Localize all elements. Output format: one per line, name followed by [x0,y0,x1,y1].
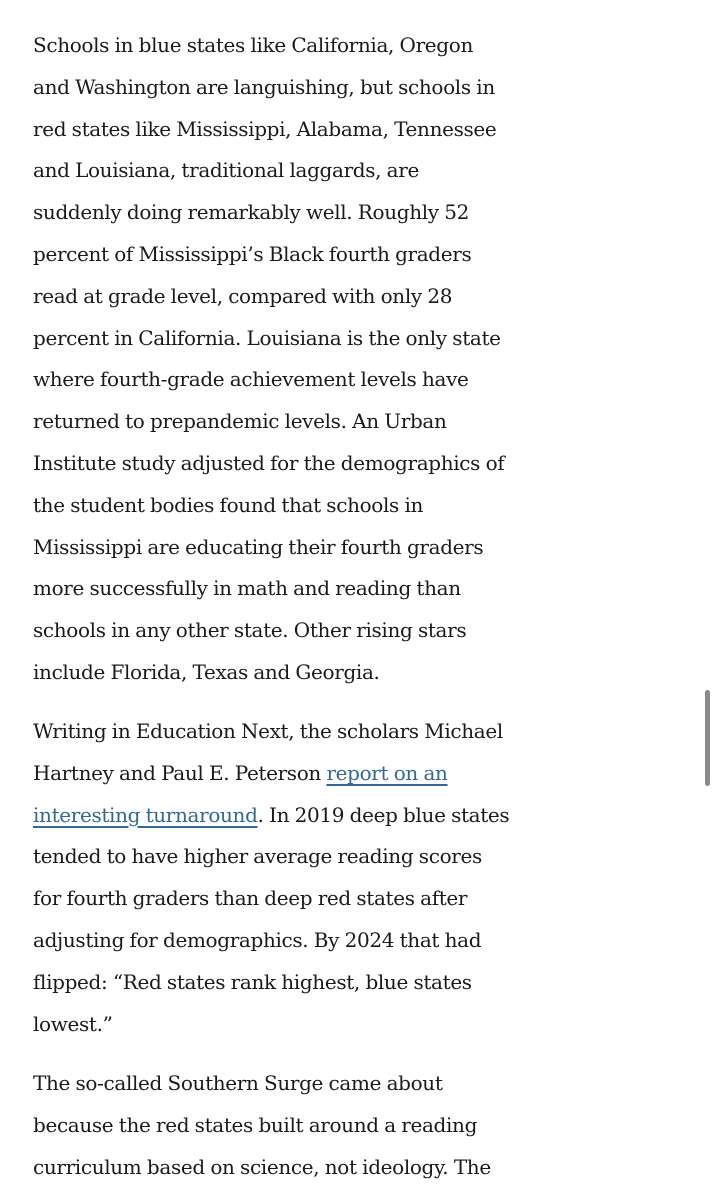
paragraph-line [33,795,703,837]
paragraph-text: . In 2019 deep blue states [257,802,510,827]
paragraph-line: adjusting for demographics. By 2024 that had [33,927,482,952]
paragraph-line: and Louisiana, traditional laggards, are [33,158,419,183]
paragraph-line: Mississippi are educating their fourth graders [33,534,484,559]
article-paragraph-3 [33,1063,703,1188]
paragraph-line: for fourth graders than deep red states after [33,886,468,911]
paragraph-line: percent of Mississippi’s Black fourth graders [33,241,472,266]
paragraph-line: lowest.” [33,1011,113,1036]
paragraph-line: because the red states built around a reading [33,1112,478,1137]
paragraph-text: Hartney and Paul E. Peterson [33,760,327,785]
paragraph-line: where fourth-grade achievement levels have [33,367,469,392]
paragraph-line [33,753,703,795]
paragraph-line: curriculum based on science, not ideology. The [33,1154,491,1179]
article-paragraph-2 [33,711,703,1045]
paragraph-line: Writing in Education Next, the scholars Michael [33,719,503,743]
paragraph-line: schools in any other state. Other rising stars [33,618,467,643]
paragraph-line: Schools in blue states like California, Oregon [33,33,473,57]
paragraph-line: more successfully in math and reading than [33,576,461,601]
paragraph-line: tended to have higher average reading scores [33,844,482,869]
paragraph-line: Institute study adjusted for the demographics of [33,450,505,475]
report-link[interactable]: report on an [326,760,448,785]
paragraph-line: suddenly doing remarkably well. Roughly 52 [33,200,469,225]
paragraph-line: read at grade level, compared with only 28 [33,283,453,308]
paragraph-line: The so-called Southern Surge came about [33,1071,443,1095]
paragraph-line: red states like Mississippi, Alabama, Tennessee [33,116,497,141]
paragraph-line: the student bodies found that schools in [33,492,424,517]
paragraph-line: and Washington are languishing, but schools in [33,74,495,99]
paragraph-line: include Florida, Texas and Georgia. [33,659,380,684]
paragraph-line: flipped: “Red states rank highest, blue states [33,969,472,994]
article-paragraph-1 [33,25,703,694]
scrollbar-thumb[interactable] [705,690,710,786]
paragraph-line: returned to prepandemic levels. An Urban [33,409,447,434]
paragraph-line: percent in California. Louisiana is the only state [33,325,501,350]
report-link-continued[interactable]: interesting turnaround [33,802,258,827]
